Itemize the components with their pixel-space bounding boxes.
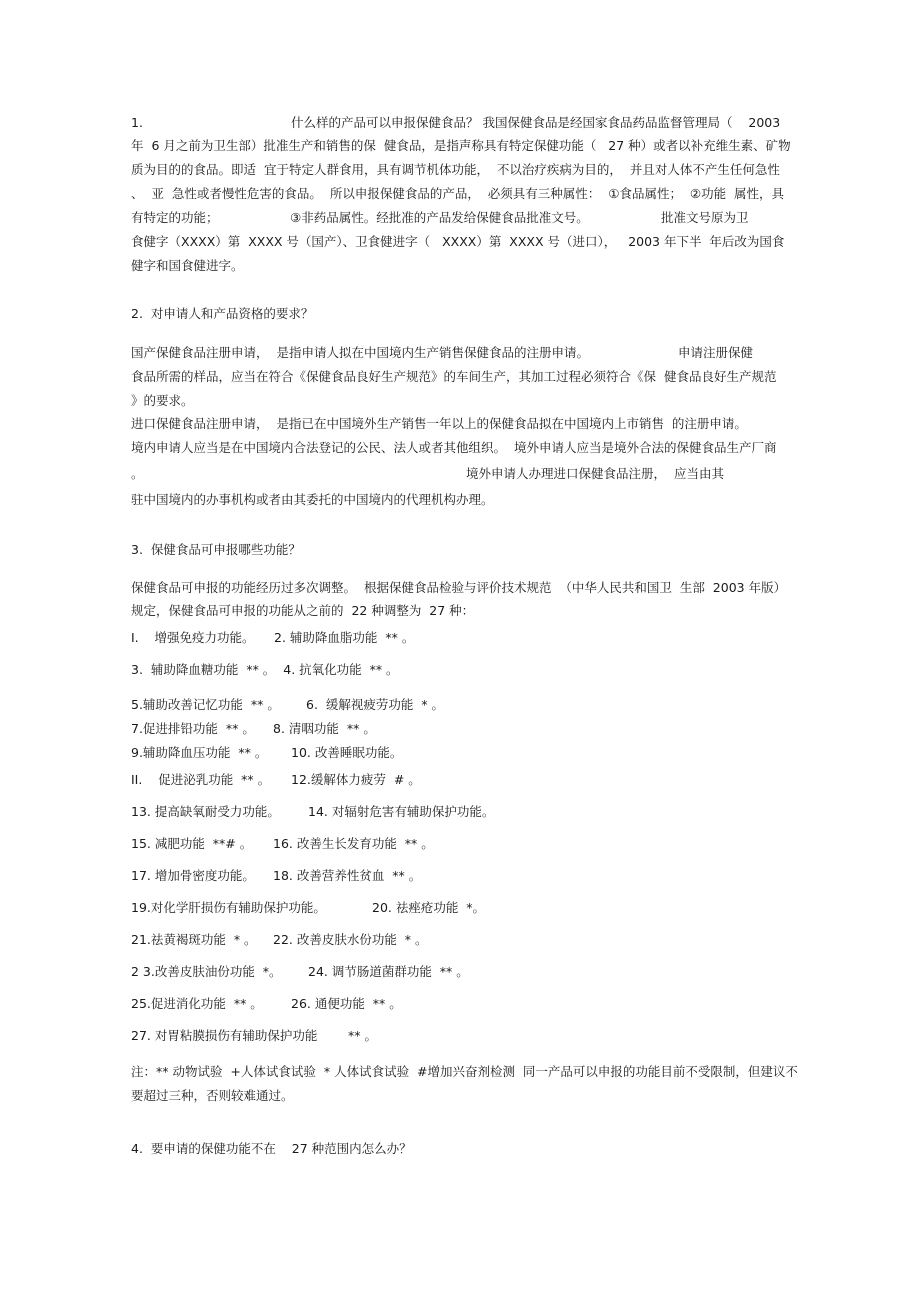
function-item: 7.促进排铅功能 ** 。 <box>131 721 255 736</box>
function-item: 24. 调节肠道菌群功能 ** 。 <box>308 964 469 979</box>
q1-number: 1. <box>131 115 143 130</box>
function-item: ** 。 <box>348 1028 377 1043</box>
q3-intro-2: 规定，保健食品可申报的功能从之前的 22 种调整为 27 种： <box>131 603 475 618</box>
q1-line-4: 、 亚 急性或者慢性危害的食品。 所以申报保健食品的产品， 必须具有三种属性： ①食品属性； ②功能 属性，具 <box>131 186 785 201</box>
q2-p1-b: 申请注册保健 <box>678 345 754 360</box>
function-item: 26. 通便功能 ** 。 <box>291 996 402 1011</box>
function-item: 8. 清咽功能 ** 。 <box>273 721 376 736</box>
q1-line-5c: 批准文号原为卫 <box>661 210 749 225</box>
q2-p3-b: 。 <box>131 466 144 481</box>
function-item: 12.缓解体力疲劳 # 。 <box>291 772 421 787</box>
function-item: II. 促进泌乳功能 ** 。 <box>131 772 271 787</box>
q2-p2: 进口保健食品注册申请， 是指已在中国境外生产销售一年以上的保健食品拟在中国境内上市销售 的注册申请。 <box>131 416 747 431</box>
q1-line-1: 什么样的产品可以申报保健食品？ 我国保健食品是经国家食品药品监督管理局（ 2003 <box>291 115 781 130</box>
q1-line-2: 年 6 月之前为卫生部）批准生产和销售的保 健食品，是指声称具有特定保健功能（ 27 种）或者以补充维生素、矿物 <box>131 138 791 153</box>
function-item: 20. 祛痤疮功能 *。 <box>372 900 486 915</box>
q3-note-1: 注：** 动物试验 +人体试食试验 * 人体试食试验 #增加兴奋剂检测 同一产品可以申报的功能目前不受限制，但建议不 <box>131 1064 798 1079</box>
q1-line-7: 健字和国食健进字。 <box>131 258 244 273</box>
function-item: 9.辅助降血压功能 ** 。 <box>131 745 268 760</box>
q3-heading: 3. 保健食品可申报哪些功能？ <box>131 542 301 557</box>
function-item: 3. 辅助降血糖功能 ** 。 4. 抗氧化功能 ** 。 <box>131 662 399 677</box>
q2-p1-a: 国产保健食品注册申请， 是指申请人拟在中国境内生产销售保健食品的注册申请。 <box>131 345 589 360</box>
function-item: 16. 改善生长发育功能 ** 。 <box>273 836 434 851</box>
q2-p1-c: 食品所需的样品，应当在符合《保健食品良好生产规范》的车间生产，其加工过程必须符合《保 健食品良好生产规范 <box>131 369 777 384</box>
function-item: 22. 改善皮肤水份功能 * 。 <box>273 932 428 947</box>
function-item: 14. 对辐射危害有辅助保护功能。 <box>308 804 495 819</box>
function-item: 2. 辅助降血脂功能 ** 。 <box>274 630 415 645</box>
q1-line-5a: 有特定的功能； <box>131 210 219 225</box>
q4-heading: 4. 要申请的保健功能不在 27 种范围内怎么办？ <box>131 1141 412 1156</box>
function-item: 15. 减肥功能 **# 。 <box>131 836 253 851</box>
function-item: I. 增强免疫力功能。 <box>131 630 255 645</box>
q1-line-3: 质为目的的食品。即适 宜于特定人群食用，具有调节机体功能， 不以治疗疾病为目的， 并且对人体不产生任何急性 <box>131 162 780 177</box>
q1-line-5b: ③非药品属性。经批准的产品发给保健食品批准文号。 <box>290 210 589 225</box>
q2-heading: 2. 对申请人和产品资格的要求？ <box>131 306 314 321</box>
q2-p1-d: 》的要求。 <box>131 393 194 408</box>
function-item: 21.祛黄褐斑功能 * 。 <box>131 932 257 947</box>
function-item: 18. 改善营养性贫血 ** 。 <box>273 868 422 883</box>
function-item: 27. 对胃粘膜损伤有辅助保护功能 <box>131 1028 318 1043</box>
function-item: 10. 改善睡眠功能。 <box>291 745 403 760</box>
q2-p3-c: 境外申请人办理进口保健食品注册， 应当由其 <box>466 466 724 481</box>
function-item: 2 3.改善皮肤油份功能 *。 <box>131 964 282 979</box>
q3-note-2: 要超过三种，否则较难通过。 <box>131 1088 294 1103</box>
function-item: 19.对化学肝损伤有辅助保护功能。 <box>131 900 326 915</box>
q1-line-6: 食健字（XXXX）第 XXXX 号（国产）、卫食健进字（ XXXX）第 XXXX 号（进口）， 2003 年下半 年后改为国食 <box>131 234 785 249</box>
function-item: 17. 增加骨密度功能。 <box>131 868 255 883</box>
q2-p3-a: 境内申请人应当是在中国境内合法登记的公民、法人或者其他组织。 境外申请人应当是境外合法的保健食品生产厂商 <box>131 440 777 455</box>
function-item: 13. 提高缺氧耐受力功能。 <box>131 804 280 819</box>
q2-p3-d: 驻中国境内的办事机构或者由其委托的中国境内的代理机构办理。 <box>131 492 494 507</box>
function-item: 6. 缓解视疲劳功能 * 。 <box>306 697 445 712</box>
q3-intro-1: 保健食品可申报的功能经历过多次调整。 根据保健食品检验与评价技术规范 （中华人民共和国卫 生部 2003 年版） <box>131 580 787 595</box>
function-item: 5.辅助改善记忆功能 ** 。 <box>131 697 280 712</box>
function-item: 25.促进消化功能 ** 。 <box>131 996 263 1011</box>
